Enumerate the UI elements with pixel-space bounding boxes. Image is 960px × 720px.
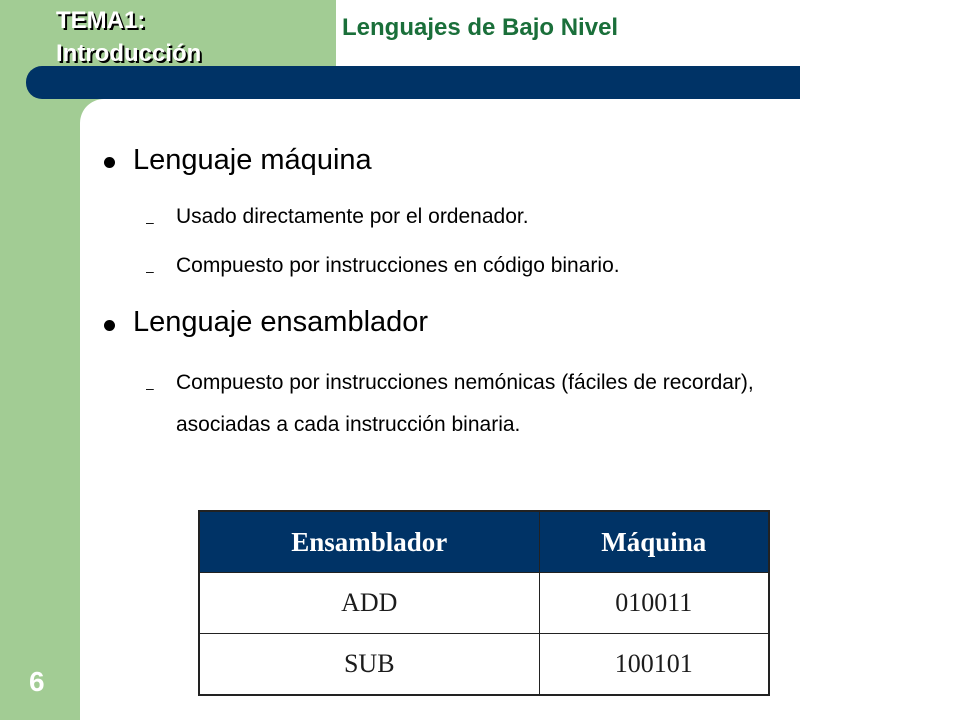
dash-icon: –: [146, 380, 154, 396]
header-bar: [26, 66, 800, 99]
column-header-maquina: Máquina: [539, 511, 769, 573]
bullet-icon: [104, 157, 115, 168]
table-cell: SUB: [199, 634, 539, 696]
sub-item-usado-directamente: Usado directamente por el ordenador.: [176, 205, 529, 228]
left-accent-strip: [0, 0, 80, 720]
bullet-item-lenguaje-ensamblador: Lenguaje ensamblador: [133, 306, 429, 338]
column-header-ensamblador: Ensamblador: [199, 511, 539, 573]
page-number: 6: [29, 666, 45, 697]
table-cell: 100101: [539, 634, 769, 696]
bullet-icon: [104, 320, 115, 331]
table-cell: ADD: [199, 573, 539, 634]
slide-title: Lenguajes de Bajo Nivel: [342, 14, 619, 41]
table-cell: 010011: [539, 573, 769, 634]
dash-icon: –: [146, 263, 154, 279]
sub-item-instrucciones-binario: Compuesto por instrucciones en código binario.: [176, 254, 620, 277]
dash-icon: –: [146, 214, 154, 230]
table-row: [199, 573, 769, 634]
table-header-row: [199, 511, 769, 573]
section-label: TEMA1: Introducción: [56, 7, 202, 67]
instruction-table: [198, 510, 770, 696]
table-row: [199, 634, 769, 696]
bullet-item-lenguaje-maquina: Lenguaje máquina: [133, 144, 372, 176]
sub-item-instrucciones-nemonicas: Compuesto por instrucciones nemónicas (fáciles de recordar), asociadas a cada instrucción binaria.: [176, 371, 754, 436]
